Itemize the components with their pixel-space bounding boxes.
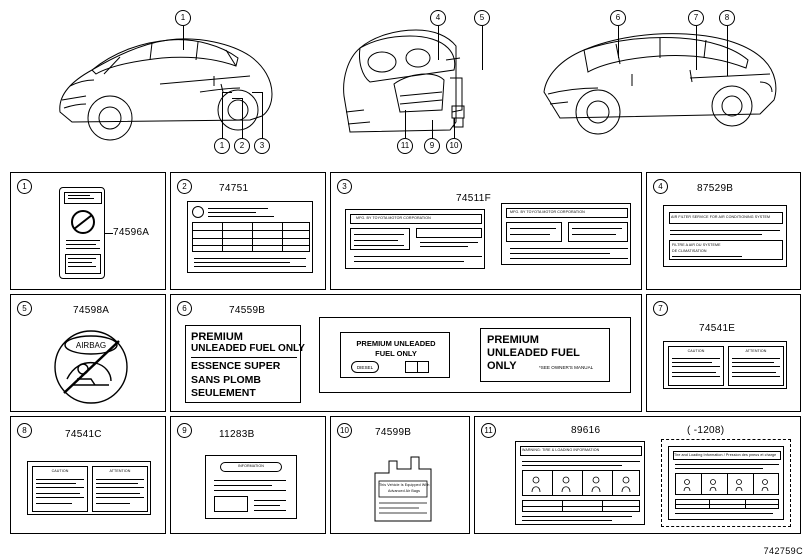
callout-7-top: 7 [688, 10, 704, 26]
fuel-line-1: PREMIUM [191, 331, 243, 343]
panel-6-number: 6 [177, 301, 192, 316]
panel-4-number: 4 [653, 179, 668, 194]
caution-head-right: ATTENTION [745, 349, 767, 353]
callout-1-top: 1 [175, 10, 191, 26]
label-74511F-right [501, 203, 631, 265]
panel-11-variant-note: ( -1208) [687, 425, 725, 436]
callout-4-top: 4 [430, 10, 446, 26]
fuel-line-4: SANS PLOMB [191, 374, 262, 386]
panel-11-part-no: 89616 [571, 425, 601, 436]
callout-8-top: 8 [719, 10, 735, 26]
airbag-tag-line2: Advanced Air Bags [387, 489, 421, 493]
alt2-line-1: PREMIUM [487, 334, 539, 346]
panel-2 [170, 172, 326, 290]
panel-2-part-no: 74751 [219, 183, 249, 194]
alt2-line-3: ONLY [487, 360, 517, 372]
panel-7 [646, 294, 801, 412]
panel-1-number: 1 [17, 179, 32, 194]
caution-head-right-8: ATTENTION [109, 469, 131, 473]
ac-filter-line2: FILTRE A AIR DU SYSTEME [672, 243, 721, 247]
top-illustrations [0, 0, 811, 168]
alt2-sub: *SEE OWNER'S MANUAL [539, 365, 594, 370]
panel-9 [170, 416, 326, 534]
caution-head-left: CAUTION [687, 349, 705, 353]
panel-11-number: 11 [481, 423, 496, 438]
label-74541C [27, 461, 151, 515]
callout-6-top: 6 [610, 10, 626, 26]
caution-head-left-8: CAUTION [51, 469, 69, 473]
label-11283B [205, 455, 297, 519]
panel-3-part-no: 74511F [456, 193, 491, 204]
panel-9-number: 9 [177, 423, 192, 438]
label-89616-right [668, 446, 784, 520]
variant-group-box [661, 439, 791, 527]
panel-3-number: 3 [337, 179, 352, 194]
panel-11 [474, 416, 801, 534]
diagram-footer-code: 742759C [763, 546, 803, 556]
label-left-header: MFG. BY TOYOTA MOTOR CORPORATION [356, 216, 431, 220]
callout-9-bottom: 9 [424, 138, 440, 154]
panel-4 [646, 172, 801, 290]
panel-1-part-no: 74596A [113, 227, 150, 238]
label-alt-1 [340, 332, 450, 378]
occupant-pictograms [526, 474, 636, 494]
ac-filter-line3: DE CLIMATISATION [672, 249, 707, 253]
callout-5-top: 5 [474, 10, 490, 26]
panel-8-number: 8 [17, 423, 32, 438]
callout-10-bottom: 10 [446, 138, 462, 154]
panel-10 [330, 416, 470, 534]
label-right-header: MFG. BY TOYOTA MOTOR CORPORATION [510, 210, 585, 214]
tire-label-right-head: Tire and Loading Information / Pression des pneus et charge [674, 453, 777, 457]
label-89616-left [515, 441, 645, 525]
label-alt-2 [480, 328, 610, 382]
alt1-sub: DIESEL [356, 365, 374, 370]
label-74596A [59, 187, 105, 279]
panel-4-part-no: 87529B [697, 183, 734, 194]
alt2-line-2: UNLEADED FUEL [487, 347, 580, 359]
information-head: INFORMATION [238, 464, 264, 468]
label-74559B [185, 325, 305, 403]
callout-1-bottom: 1 [214, 138, 230, 154]
alternate-labels-group [319, 317, 631, 393]
panel-3 [330, 172, 642, 290]
fuel-line-5: SEULEMENT [191, 387, 256, 399]
fuel-line-3: ESSENCE SUPER [191, 360, 281, 372]
airbag-tag-line1: This Vehicle Is Equipped With [379, 483, 430, 487]
label-74751 [187, 201, 313, 273]
occupant-pictograms-variant [679, 477, 775, 493]
panel-7-number: 7 [653, 301, 668, 316]
panel-1 [10, 172, 166, 290]
car-rear-illustration [520, 0, 810, 168]
panel-10-part-no: 74599B [375, 427, 412, 438]
callout-11-bottom: 11 [397, 138, 413, 154]
panel-8-part-no: 74541C [65, 429, 102, 440]
panel-5-number: 5 [17, 301, 32, 316]
label-87529B [663, 205, 787, 267]
callout-3-bottom: 3 [254, 138, 270, 154]
panel-7-part-no: 74541E [699, 323, 736, 334]
label-74511F-left [345, 209, 485, 269]
label-74541E [663, 341, 787, 389]
panel-6-part-no: 74559B [229, 305, 266, 316]
alt1-line-2: FUEL ONLY [375, 349, 417, 358]
fuel-line-2: UNLEADED FUEL ONLY [191, 343, 305, 354]
airbag-word: AIRBAG [75, 341, 107, 350]
panel-5-part-no: 74598A [73, 305, 110, 316]
panel-2-number: 2 [177, 179, 192, 194]
panel-5 [10, 294, 166, 412]
ac-filter-line1: AIR FILTER SERVICE FOR AIR CONDITIONING SYSTEM [671, 215, 771, 219]
panel-6 [170, 294, 642, 412]
no-child-seat-airbag-symbol [47, 323, 139, 407]
panel-9-part-no: 11283B [219, 429, 255, 440]
callout-2-bottom: 2 [234, 138, 250, 154]
alt1-line-1: PREMIUM UNLEADED [356, 339, 436, 348]
tire-label-left-head: WARNING: TIRE & LOADING INFORMATION [522, 448, 600, 452]
panel-10-number: 10 [337, 423, 352, 438]
panel-8 [10, 416, 166, 534]
